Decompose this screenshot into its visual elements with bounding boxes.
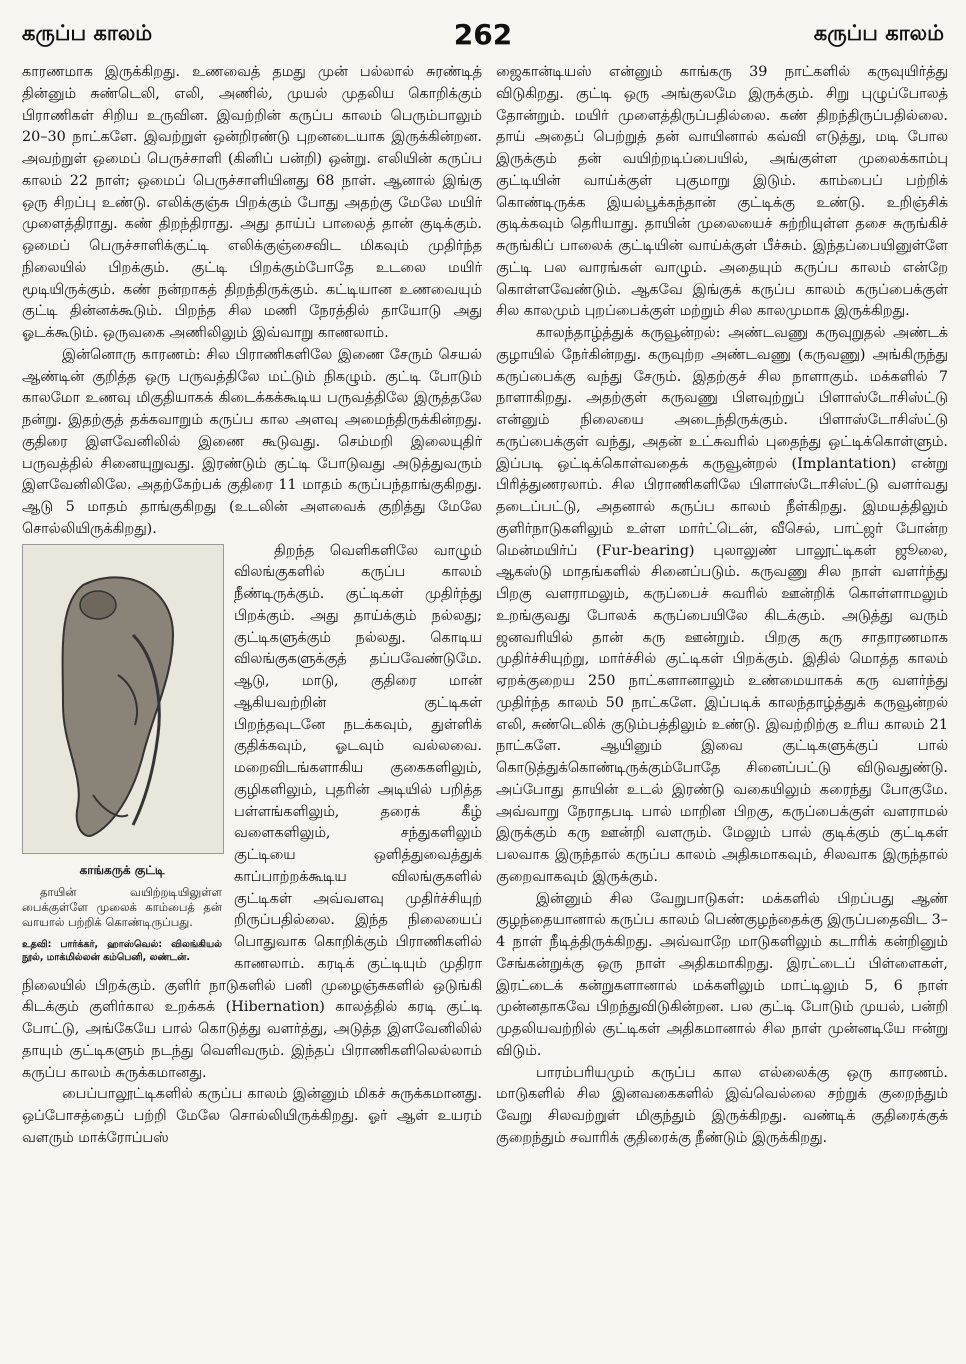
page-number: 262 (453, 17, 513, 51)
paragraph: இன்னொரு காரணம்: சில பிராணிகளிலே இணை சேரும் செயல் ஆண்டின் குறித்த ஒரு பருவத்திலே மட்டும் நிகழும். குட்டி போடும் காலமோ உணவு மிகுதியாகக் கிடைக்கக்கூடிய பருவத்திலே இருத்தலே நன்று. இதற்குத் தக்கவாறும் கருப்ப கால அளவு அமைந்திருக்கின்றது. குதிரை இளவேனிலில் இணை கூடுவது. செம்மறி இலையுதிர் பருவத்தில் சினையுறுவது. இரண்டும் குட்டி போடுவது அடுத்துவரும் இளவேனிலிலே. அதற்கேற்பக் குதிரை 11 மாதம் கருப்பந்தாங்குகிறது. ஆடு 5 மாதம் தாங்குகிறது (உடலின் அளவைக் குறித்து மேலே சொல்லியிருக்கிறது). (22, 346, 482, 537)
figure-credit: உதவி: பார்க்கர், ஹாஸ்வெல்: விலங்கியல் நூல், மாக்மில்லன் கம்பெனி, லண்டன். (22, 939, 222, 964)
paragraph: காலந்தாழ்த்துக் கருவூன்றல்: அண்டவணு கருவுறுதல் அண்டக் குழாயில் நேர்கின்றது. கருவுற்ற அண்டவணு (கருவணு) அங்கிருந்து கருப்பைக்கு வந்து சேரும். இதற்குச் சில நாளாகும். மக்களில் 7 நாளாகிறது. அதற்குள் கருவணு பிளவுற்றுப் பிளாஸ்டோசிஸ்ட்டு என்னும் நிலையை அடைந்திருக்கும். பிளாஸ்டோசிஸ்ட்டு கருப்பைக்குள் வந்து, அதன் உட்சுவரில் புதைந்து ஒட்டிக்கொள்ளும். இப்படி ஒட்டிக்கொள்வதைக் கருவூன்றல் (Implantation) என்று பிரித்துணரலாம். சில பிராணிகளிலே பிளாஸ்டோசிஸ்ட்டு வளர்வது தடைப்பட்டு, அதனால் கருப்ப காலம் நீள்கிறது. இமயத்திலும் குளிர்நாடுகளிலும் உள்ள மார்ட்டென், வீசெல், பாட்ஜர் போன்ற மென்மயிர்ப் (Fur-bearing) புலாலுண் பாலூட்டிகள் ஜூலை, ஆகஸ்டு மாதங்களில் சினைப்படும். கருவணு சில நாள் வளர்ந்து பிறகு வளராமலும், கருப்பைச் சுவரில் ஊன்றிக் கொள்ளாமலும் உறங்குவது போலக் கருப்பையிலே கிடக்கும். அடுத்து வரும் ஜனவரியில் தான் கரு ஊன்றும். பிறகு கரு சாதாரணமாக முதிர்ச்சியுற்று, மார்ச்சில் குட்டிகள் பிறக்கும். இதில் மொத்த காலம் ஏறக்குறைய 250 நாட்களானாலும் உண்மையாகக் கரு வளர்ந்து முதிர்ந்த காலம் 50 நாட்களே. இப்படிக் காலந்தாழ்த்துக் கருவூன்றல் எலி, சுண்டெலிக் குடும்பத்திலும் உண்டு. இவற்றிற்கு உரிய காலம் 21 நாட்களே. ஆயினும் இவை குட்டிகளுக்குப் பால் கொடுத்துக்கொண்டிருக்கும்போதே சினைப்பட்டு விடுவதுண்டு. அப்போது தாயின் உடல் இரண்டு வகையிலும் கரைந்து போகுமே. அவ்வாறு நேராதபடி பால் மாறின பிறகு, கருப்பைக்குள் வளராமல் இருக்கும் கரு ஊன்றி வளரும். மேலும் பால் குடிக்கும் குட்டிகள் பலவாக இருந்தால் கருப்ப காலம் அதிகமாகவும், சிலவாக இருந்தால் குறைவாகவும் இருக்கும். (496, 325, 948, 885)
paragraph: திறந்த வெளிகளிலே வாழும் விலங்குகளில் கருப்ப காலம் நீண்டிருக்கும். குட்டிகள் முதிர்ந்து பிறக்கும். அது தாய்க்கும் நல்லது; குட்டிகளுக்கும் நல்லது. கொடிய விலங்குகளுக்குத் தப்பவேண்டுமே. ஆடு, மாடு, குதிரை மான் ஆகியவற்றின் குட்டிகள் பிறந்தவுடனே நடக்கவும், துள்ளிக் குதிக்கவும், ஓடவும் வல்லவை. மறைவிடங்களாகிய குகைகளிலும், குழிகளிலும், புதரின் அடியில் பறித்த பள்ளங்களிலும், தரைக் கீழ் வளைகளிலும், சந்துகளிலும் குட்டியை ஒளித்துவைத்துக் காப்பாற்றக்கூடிய விலங்குகளில் குட்டிகள் அவ்வளவு முதிர்ச்சியுற் றிருப்பதில்லை. இந்த நிலையைப் பொதுவாக கொறிக்கும் பிராணிகளில் காணலாம். கரடிக் குட்டியும் முதிரா நிலையில் பிறக்கும். குளிர் நாடுகளில் பனி முழைஞ்சுகளில் ஒடுங்கி கிடக்கும் குளிர்கால உறக்கக் (Hibernation) காலத்தில் கரடி குட்டி போட்டு, அங்கேயே பால் கொடுத்து வளர்த்து, அடுத்த இளவேனிலில் தாயும் குட்டிகளும் நடந்து வெளிவரும். இந்தப் பிராணிகளிலெல்லாம் கருப்ப காலம் சுருக்கமானது. (22, 542, 482, 1081)
kangaroo-joey-illustration (22, 544, 224, 854)
paragraph: பாரம்பரியமும் கருப்ப கால எல்லைக்கு ஒரு காரணம். மாடுகளில் சில இனவகைகளில் இவ்வெல்லை சற்றுக் குறைந்தும் வேறு சிலவற்றுள் மிகுந்தும் இருக்கிறது. வண்டிக் குதிரைக்குக் குறைந்தும் சவாரிக் குதிரைக்கு நீண்டும் இருக்கிறது. (496, 1064, 948, 1146)
page-header (22, 14, 944, 54)
figure-description: தாயின் வயிற்றடியிலுள்ள பைக்குள்ளே முலைக் காம்பைத் தன் வாயால் பற்றிக் கொண்டிருப்பது. (22, 885, 222, 930)
paragraph: பைப்பாலூட்டிகளில் கருப்ப காலம் இன்னும் மிகச் சுருக்கமானது. ஒப்போசத்தைப் பற்றி மேலே சொல்லியிருக்கிறது. ஓர் ஆள் உயரம் வளரும் மாக்ரோப்பஸ் (22, 1086, 482, 1146)
running-title-right: கருப்ப காலம் (813, 20, 944, 45)
figure-caption: காங்கருக் குட்டி (79, 862, 165, 877)
figure (22, 544, 222, 965)
running-title-left: கருப்ப காலம் (22, 20, 153, 45)
paragraph: இன்னும் சில வேறுபாடுகள்: மக்களில் பிறப்பது ஆண் குழந்தையானால் கருப்ப காலம் பெண்குழந்தைக்கு இருப்பதைவிட 3–4 நாள் நீடித்திருக்கிறது. அவ்வாறே மாடுகளிலும் கடாரிக் கன்றினும் சேங்கன்றுக்கு ஒரு நாள் அதிகமாகிறது. இரட்டைப் பிள்ளைகள், இரட்டைக் கன்றுகளானால் மக்களிலும் மாட்டிலும் 5, 6 நாள் முன்னதாகவே பிறந்துவிடுகின்றன. பல குட்டி போடும் முயல், பன்றி முதலியவற்றில் குட்டிகள் அதிகமானால் சில நாள் முன்னடியே ஈன்று விடும். (496, 890, 948, 1059)
right-column (496, 62, 948, 1150)
left-column (22, 62, 482, 1150)
paragraph: ஜைகான்டியஸ் என்னும் காங்கரு 39 நாட்களில் கருவுயிர்த்து விடுகிறது. குட்டி ஒரு அங்குலமே இருக்கும். சிறு புழுப்போலத் தோன்றும். மயிர் முளைத்திருப்பதில்லை. கண் திறந்திருப்பதில்லை. தாய் அதைப் பெற்றுத் தன் வாயினால் கவ்வி எடுத்து, மடி போல இருக்கும் தன் வயிற்றடிப்பையில், அங்குள்ள முலைக்காம்பு குட்டியின் வாய்க்குள் புகுமாறு இடும். காம்பைப் பற்றிக் கொண்டிருக்க இயல்பூக்கந்தான் குட்டிக்கு உண்டு. உறிஞ்சிக் குடிக்கவும் தெரியாது. தாயின் முலையைச் சுற்றியுள்ள தசை சுருங்கிச் சுருங்கிப் பாலைக் குட்டியின் வாய்க்குள் பீச்சும். இந்தப்பையினுள்ளே குட்டி பல வாரங்கள் வாழும். அதையும் கருப்ப காலம் என்றே கொள்ளவேண்டும். ஆகவே இங்குக் கருப்ப காலம் கருப்பைக்குள் சில காலமும் புறப்பைக்குள் மற்றும் சில காலமுமாக இருக்கிறது. (496, 64, 948, 320)
paragraph: காரணமாக இருக்கிறது. உணவைத் தமது முன் பல்லால் சுரண்டித் தின்னும் சுண்டெலி, எலி, அணில், முயல் முதலிய கொறிக்கும் பிராணிகள் சிறிய உருவின. இவற்றின் கருப்ப காலம் பெரும்பாலும் 20–30 நாட்களே. இவற்றுள் ஒன்றிரண்டு புறனடையாக இருக்கின்றன. அவற்றுள் ஒமைப் பெருச்சாளி (கினிப் பன்றி) ஒன்று. எலியின் கருப்ப காலம் 22 நாள்; ஒமைப் பெருச்சாளியினது 68 நாள். ஆனால் இங்கு ஒரு சிறப்பு உண்டு. எலிக்குஞ்சு பிறக்கும் போது அதற்கு மேலே மயிர் முளைத்திராது. கண் திறந்திராது. அது தாய்ப் பாலைத் தான் குடிக்கும். ஒமைப் பெருச்சாளிக்குட்டி எலிக்குஞ்சைவிட மிகவும் முதிர்ந்த நிலையில் பிறக்கும். குட்டி பிறக்கும்போதே உடலை மயிர் மூடியிருக்கும். கண் நன்றாகத் திறந்திருக்கும். கட்டியான உணவையும் குட்டி தின்னக்கூடும். பிறந்த சில மணி நேரத்தில் தாயோடு அது ஓடக்கூடும். ஒருவகை அணிலிலும் இவ்வாறு காணலாம். (22, 64, 482, 341)
